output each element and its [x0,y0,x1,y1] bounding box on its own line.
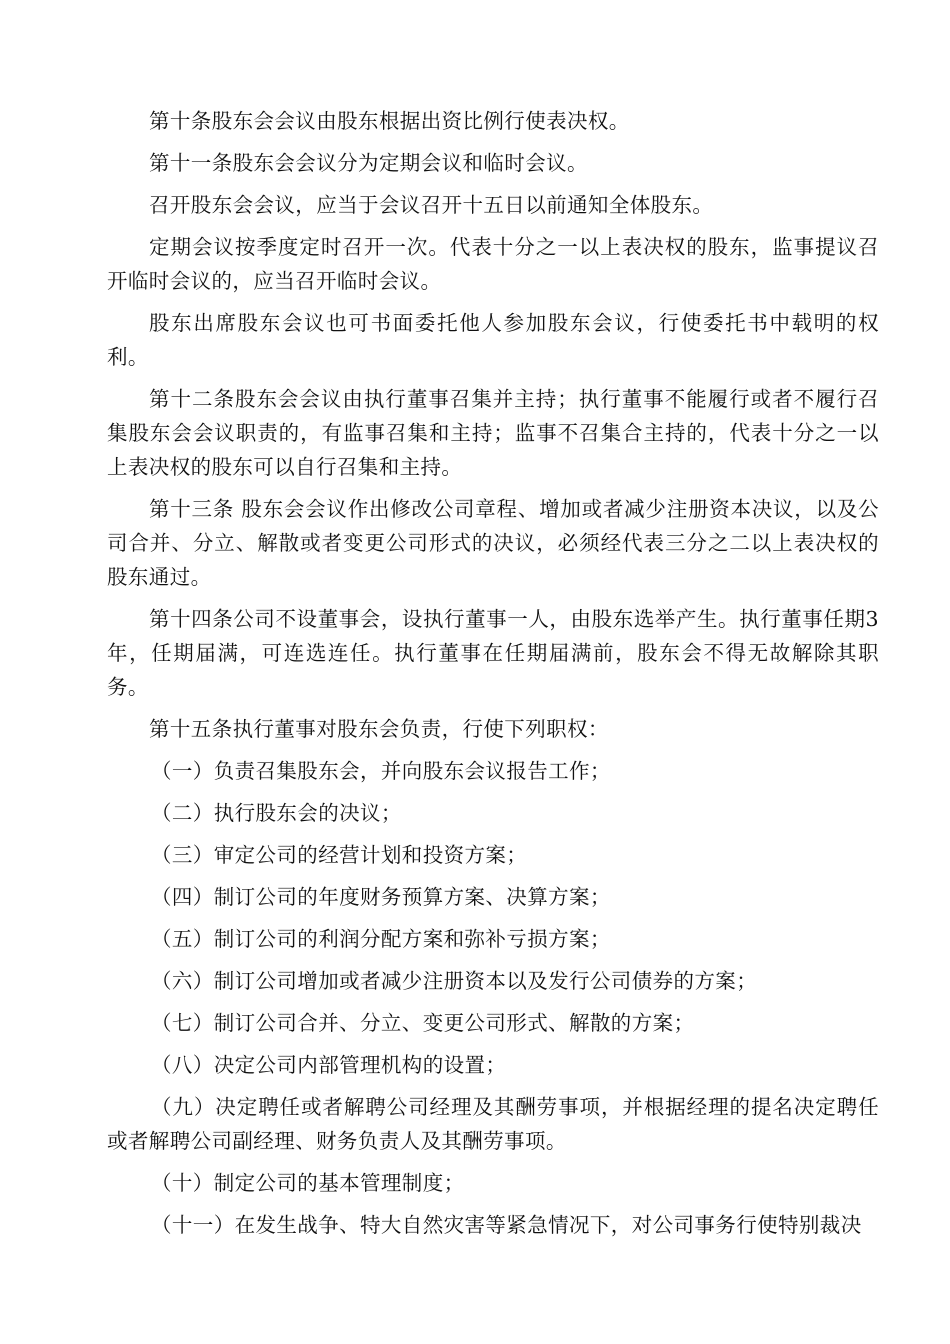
article-10: 第十条股东会会议由股东根据出资比例行使表决权。 [149,109,630,133]
article-13: 第十三条 股东会会议作出修改公司章程、增加或者减少注册资本决议，以及公司合并、分立、解散或者变更公司形式的决议，必须经代表三分之二以上表决权的股东通过。 [107,497,879,589]
list-item: （一）负责召集股东会，并向股东会议报告工作； [151,759,611,783]
list-item: （十）制定公司的基本管理制度； [151,1171,465,1195]
regular-meeting-paragraph: 定期会议按季度定时召开一次。代表十分之一以上表决权的股东，监事提议召开临时会议的，应当召开临时会议。 [107,235,879,293]
article-12: 第十二条股东会会议由执行董事召集并主持；执行董事不能履行或者不履行召集股东会会议职责的，有监事召集和主持；监事不召集合主持的，代表十分之一以上表决权的股东可以自行召集和主持。 [107,387,879,479]
list-item: （六）制订公司增加或者减少注册资本以及发行公司债券的方案； [151,969,758,993]
list-item: （二）执行股东会的决议； [151,801,402,825]
article-14: 第十四条公司不设董事会，设执行董事一人，由股东选举产生。执行董事任期3年，任期届满，可连选连任。执行董事在任期届满前，股东会不得无故解除其职务。 [107,607,879,699]
list-item: （三）审定公司的经营计划和投资方案； [151,843,528,867]
list-item: （五）制订公司的利润分配方案和弥补亏损方案； [151,927,611,951]
article-11: 第十一条股东会会议分为定期会议和临时会议。 [149,151,588,175]
list-item: （八）决定公司内部管理机构的设置； [151,1053,507,1077]
proxy-attendance-paragraph: 股东出席股东会议也可书面委托他人参加股东会议，行使委托书中载明的权利。 [107,311,879,369]
document-body [107,104,879,1250]
list-item: （九）决定聘任或者解聘公司经理及其酬劳事项，并根据经理的提名决定聘任或者解聘公司副经理、财务负责人及其酬劳事项。 [107,1095,879,1153]
list-item: （四）制订公司的年度财务预算方案、决算方案； [151,885,611,909]
list-item: （七）制订公司合并、分立、变更公司形式、解散的方案； [151,1011,695,1035]
meeting-notice-paragraph: 召开股东会会议，应当于会议召开十五日以前通知全体股东。 [149,193,714,217]
list-item: （十一）在发生战争、特大自然灾害等紧急情况下，对公司事务行使特别裁决 [151,1213,862,1237]
article-15: 第十五条执行董事对股东会负责，行使下列职权： [149,717,609,741]
